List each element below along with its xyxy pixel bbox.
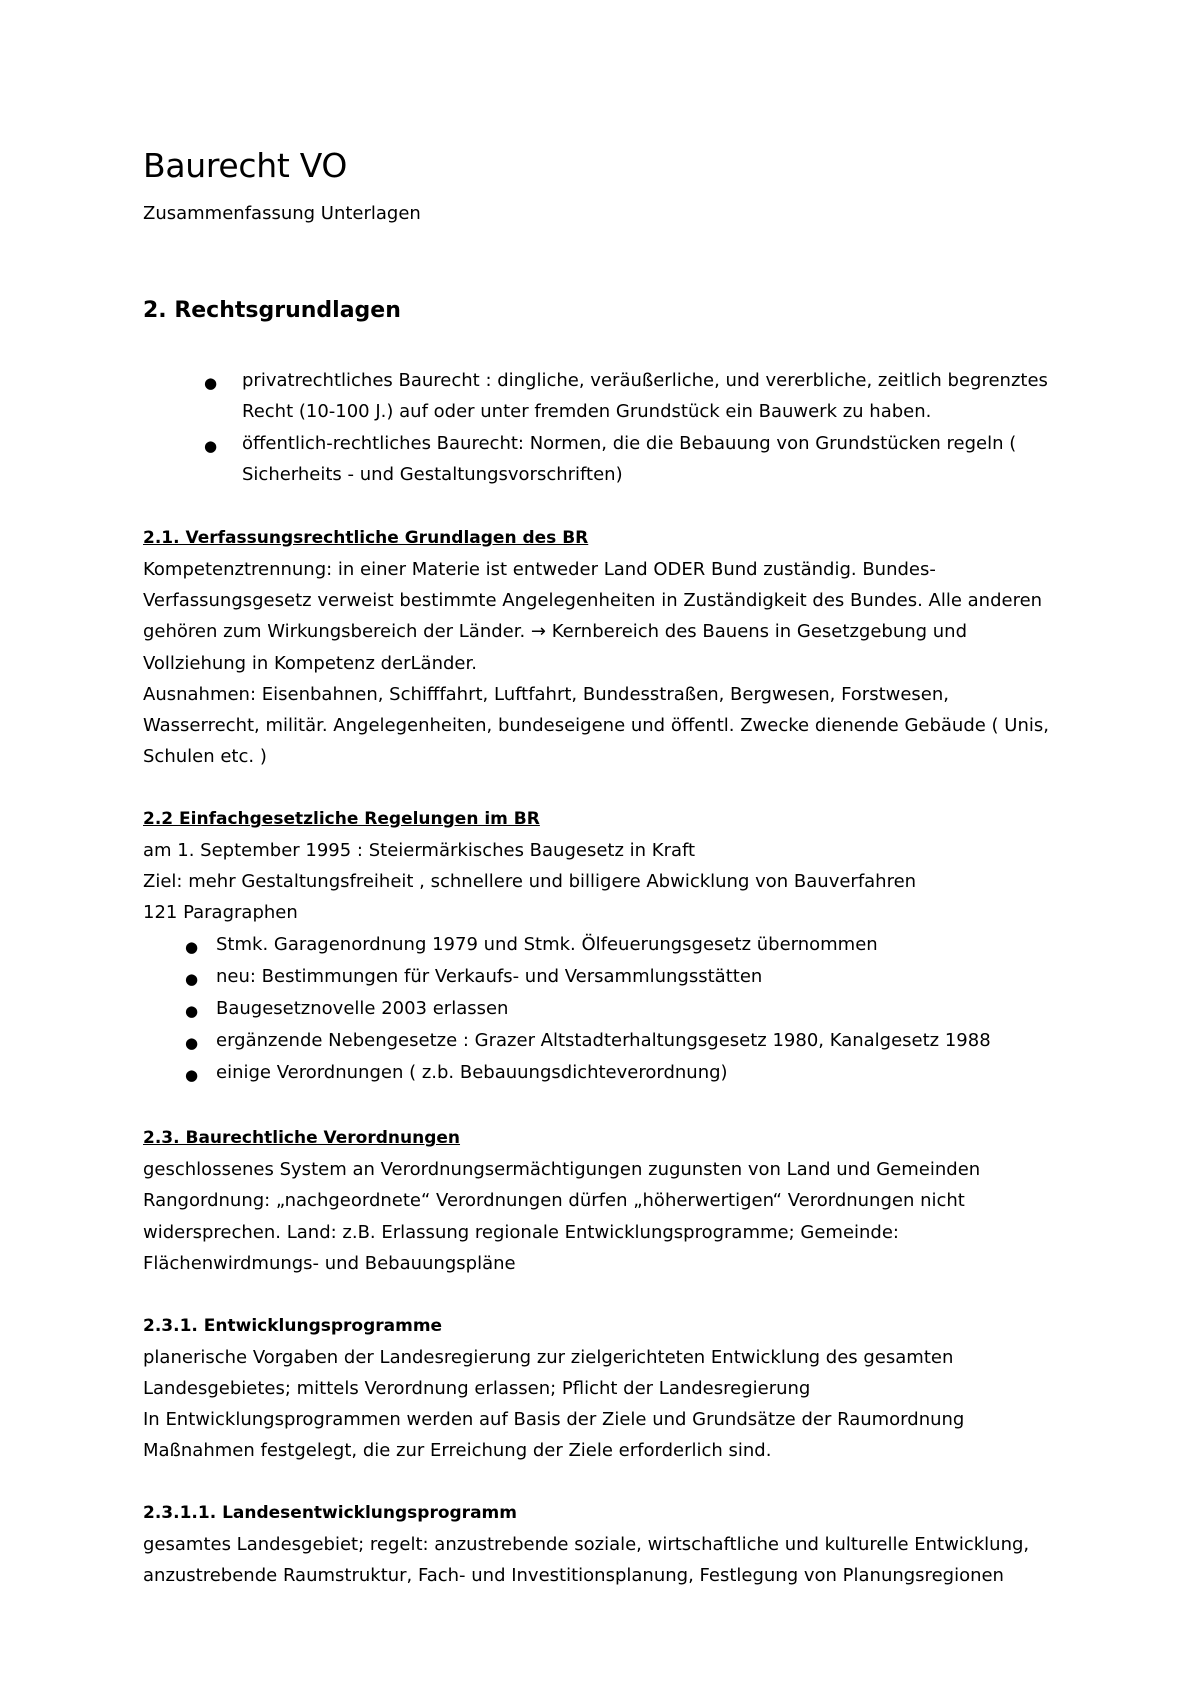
paragraph-line: Landesgebietes; mittels Verordnung erlassen; Pflicht der Landesregierung — [143, 1378, 811, 1399]
list-item-line: öffentlich-rechtliches Baurecht: Normen, die die Bebauung von Grundstücken regeln ( — [242, 433, 1017, 454]
paragraph-line: Ausnahmen: Eisenbahnen, Schifffahrt, Luftfahrt, Bundesstraßen, Bergwesen, Forstwesen, — [143, 684, 950, 705]
bullet-icon: ● — [204, 374, 218, 392]
list-item-line: Sicherheits - und Gestaltungsvorschriften) — [242, 464, 623, 485]
paragraph-line: Kompetenztrennung: in einer Materie ist entweder Land ODER Bund zuständig. Bundes- — [143, 559, 936, 580]
paragraph-line: gesamtes Landesgebiet; regelt: anzustrebende soziale, wirtschaftliche und kulturelle Entwicklung, — [143, 1534, 1030, 1555]
paragraph-line: 121 Paragraphen — [143, 902, 298, 923]
list-item: Baugesetznovelle 2003 erlassen — [216, 998, 509, 1019]
document-title: Baurecht VO — [143, 146, 348, 185]
bullet-icon: ● — [185, 1066, 199, 1084]
paragraph-line: geschlossenes System an Verordnungsermächtigungen zugunsten von Land und Gemeinden — [143, 1159, 981, 1180]
section-2-3-heading: 2.3. Baurechtliche Verordnungen — [143, 1128, 461, 1148]
paragraph-line: Rangordnung: „nachgeordnete“ Verordnungen dürfen „höherwertigen“ Verordnungen nicht — [143, 1190, 965, 1211]
paragraph-line: Maßnahmen festgelegt, die zur Erreichung der Ziele erforderlich sind. — [143, 1440, 772, 1461]
paragraph-line: widersprechen. Land: z.B. Erlassung regionale Entwicklungsprogramme; Gemeinde: — [143, 1222, 899, 1243]
list-item-line: Recht (10-100 J.) auf oder unter fremden Grundstück ein Bauwerk zu haben. — [242, 401, 932, 422]
list-item-line: privatrechtliches Baurecht : dingliche, veräußerliche, und vererbliche, zeitlich begrenztes — [242, 370, 1048, 391]
list-item: Stmk. Garagenordnung 1979 und Stmk. Ölfeuerungsgesetz übernommen — [216, 934, 878, 955]
section-2-heading: 2. Rechtsgrundlagen — [143, 298, 401, 323]
paragraph-line: Wasserrecht, militär. Angelegenheiten, bundeseigene und öffentl. Zwecke dienende Gebäude ( Unis, — [143, 715, 1049, 736]
bullet-icon: ● — [185, 1002, 199, 1020]
paragraph-line: anzustrebende Raumstruktur, Fach- und Investitionsplanung, Festlegung von Planungsregionen — [143, 1565, 1004, 1586]
paragraph-line: In Entwicklungsprogrammen werden auf Basis der Ziele und Grundsätze der Raumordnung — [143, 1409, 965, 1430]
paragraph-line: Ziel: mehr Gestaltungsfreiheit , schnellere und billigere Abwicklung von Bauverfahren — [143, 871, 917, 892]
bullet-icon: ● — [185, 1034, 199, 1052]
bullet-icon: ● — [185, 938, 199, 956]
document-subtitle: Zusammenfassung Unterlagen — [143, 203, 421, 224]
paragraph-line: Schulen etc. ) — [143, 746, 267, 767]
paragraph-line: Vollziehung in Kompetenz derLänder. — [143, 653, 477, 674]
list-item: neu: Bestimmungen für Verkaufs- und Versammlungsstätten — [216, 966, 763, 987]
paragraph-line: am 1. September 1995 : Steiermärkisches Baugesetz in Kraft — [143, 840, 696, 861]
section-2-2-heading: 2.2 Einfachgesetzliche Regelungen im BR — [143, 809, 540, 829]
paragraph-line: Flächenwirdmungs- und Bebauungspläne — [143, 1253, 516, 1274]
paragraph-line: Verfassungsgesetz verweist bestimmte Angelegenheiten in Zuständigkeit des Bundes. Alle anderen — [143, 590, 1043, 611]
section-2-1-heading: 2.1. Verfassungsrechtliche Grundlagen des BR — [143, 528, 589, 548]
section-2-3-1-1-heading: 2.3.1.1. Landesentwicklungsprogramm — [143, 1503, 517, 1523]
paragraph-line: gehören zum Wirkungsbereich der Länder. → Kernbereich des Bauens in Gesetzgebung und — [143, 621, 968, 642]
section-2-3-1-heading: 2.3.1. Entwicklungsprogramme — [143, 1316, 443, 1336]
list-item: einige Verordnungen ( z.b. Bebauungsdichteverordnung) — [216, 1062, 728, 1083]
list-item: ergänzende Nebengesetze : Grazer Altstadterhaltungsgesetz 1980, Kanalgesetz 1988 — [216, 1030, 991, 1051]
paragraph-line: planerische Vorgaben der Landesregierung zur zielgerichteten Entwicklung des gesamten — [143, 1347, 954, 1368]
bullet-icon: ● — [204, 437, 218, 455]
bullet-icon: ● — [185, 970, 199, 988]
